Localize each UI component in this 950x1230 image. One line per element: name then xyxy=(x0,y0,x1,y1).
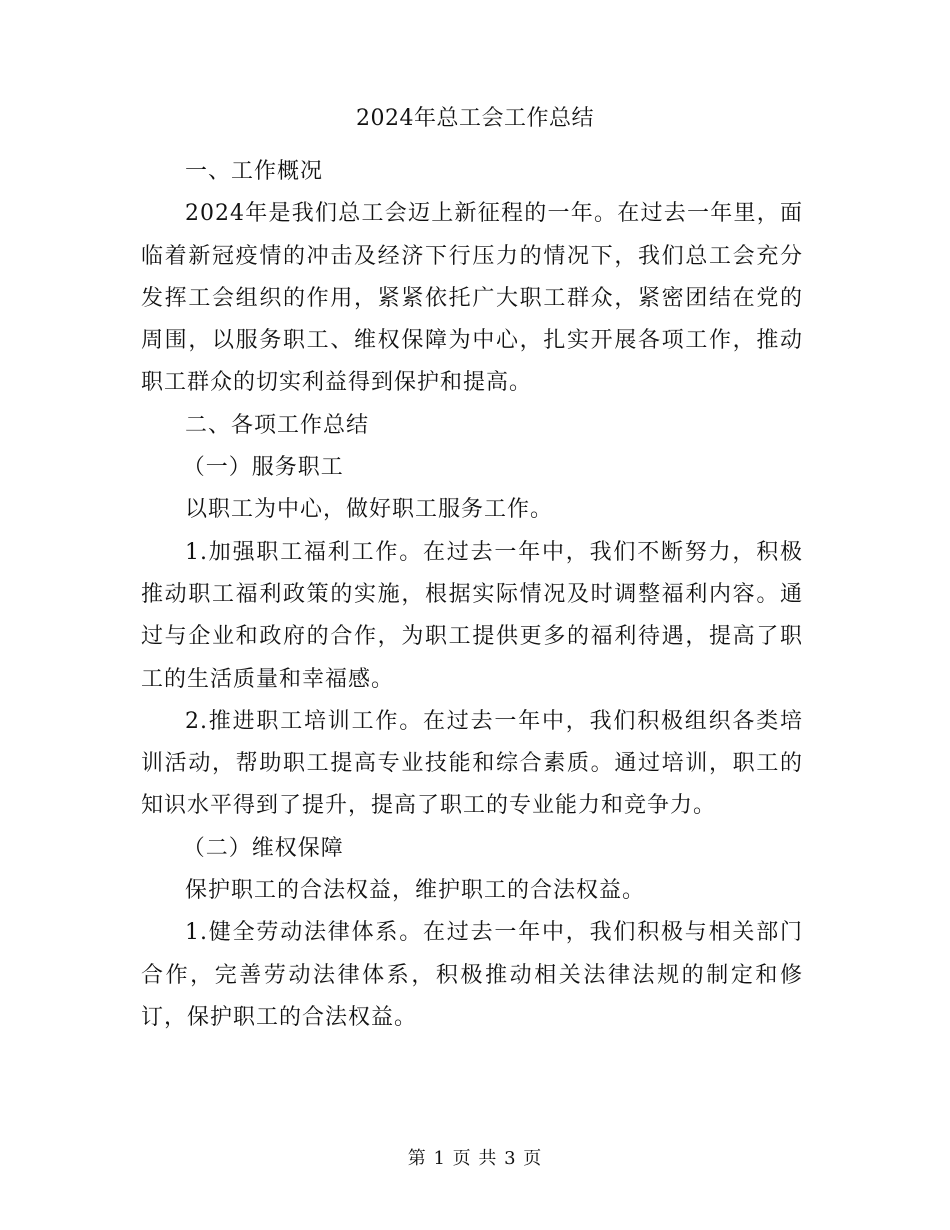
paragraph-labor-law: 1.健全劳动法律体系。在过去一年中，我们积极与相关部门合作，完善劳动法律体系，积极推动相关法律法规的制定和修订，保护职工的合法权益。 xyxy=(141,920,803,1030)
document-body xyxy=(141,151,803,1039)
paragraph-overview: 2024年是我们总工会迈上新征程的一年。在过去一年里，面临着新冠疫情的冲击及经济下行压力的情况下，我们总工会充分发挥工会组织的作用，紧紧依托广大职工群众，紧密团结在党的周围，以服务职工、维权保障为中心，扎实开展各项工作，推动职工群众的切实利益得到保护和提高。 xyxy=(141,201,803,396)
paragraph-service-intro: 以职工为中心，做好职工服务工作。 xyxy=(185,497,554,523)
section-heading-overview: 一、工作概况 xyxy=(185,159,324,184)
page-footer: 第 1 页 共 3 页 xyxy=(407,1148,543,1169)
section-heading-summary: 二、各项工作总结 xyxy=(185,412,370,438)
paragraph-welfare: 1.加强职工福利工作。在过去一年中，我们不断努力，积极推动职工福利政策的实施，根据实际情况及时调整福利内容。通过与企业和政府的合作，为职工提供更多的福利待遇，提高了职工的生活质量和幸福感。 xyxy=(141,539,803,692)
subsection-heading-service: （一）服务职工 xyxy=(182,455,344,481)
paragraph-training: 2.推进职工培训工作。在过去一年中，我们积极组织各类培训活动，帮助职工提高专业技能和综合素质。通过培训，职工的知识水平得到了提升，提高了职工的专业能力和竞争力。 xyxy=(141,708,803,819)
document-title: 2024年总工会工作总结 xyxy=(356,106,594,131)
subsection-heading-rights: （二）维权保障 xyxy=(182,835,344,861)
paragraph-rights-intro: 保护职工的合法权益，维护职工的合法权益。 xyxy=(185,878,646,904)
